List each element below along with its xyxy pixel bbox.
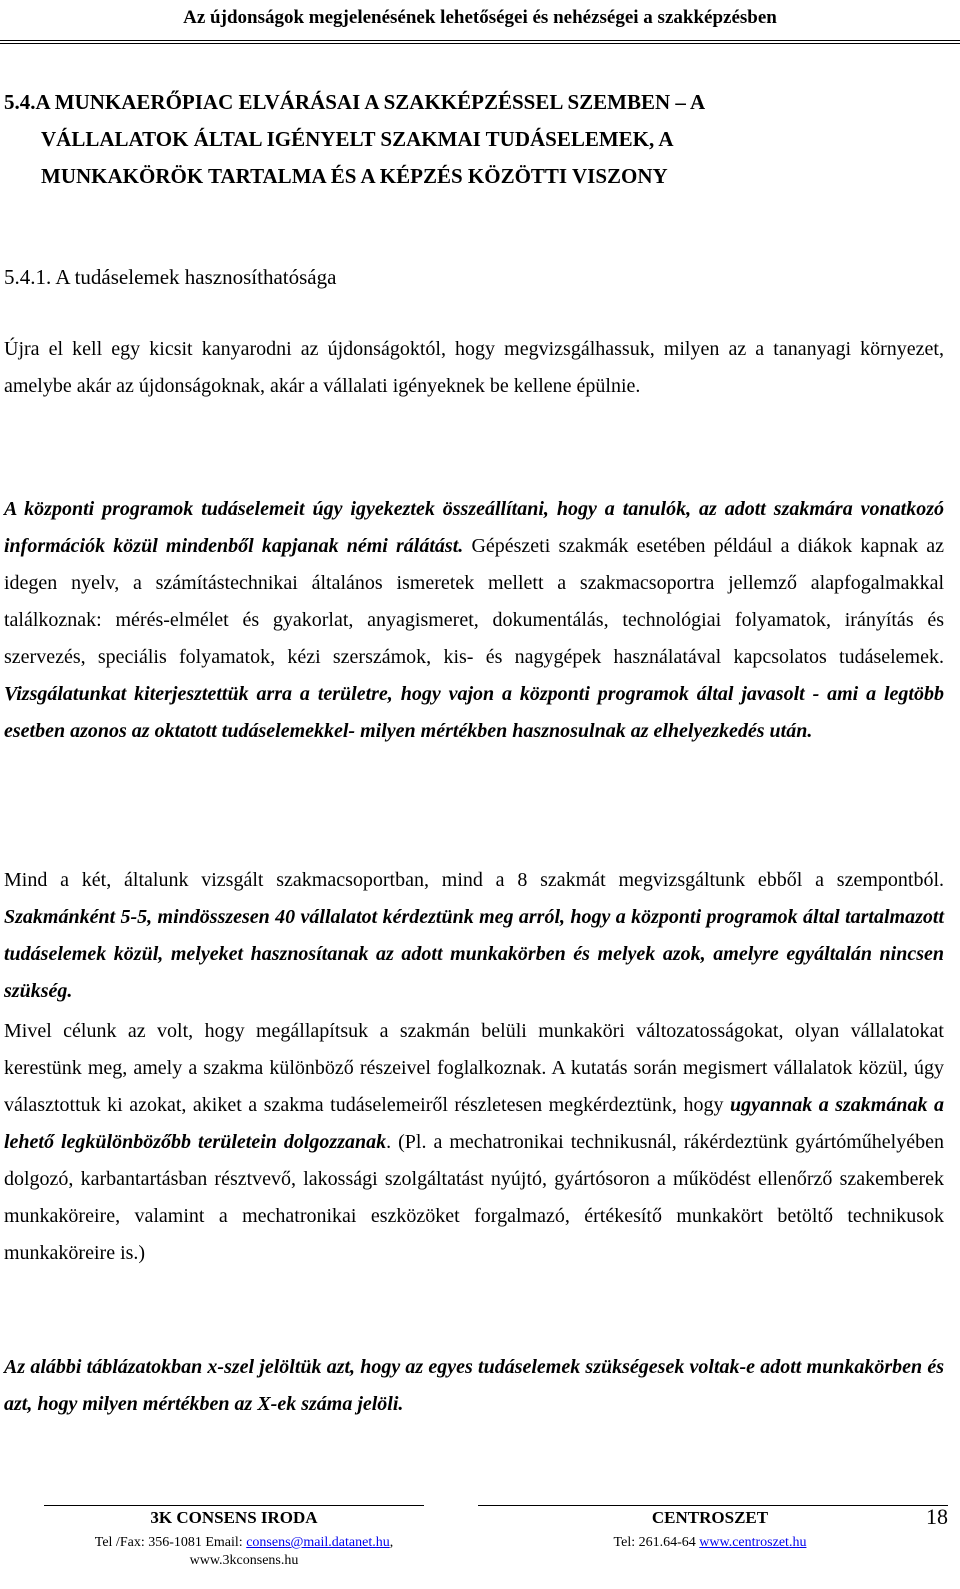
footer-contact-text: , — [389, 1535, 394, 1550]
body-text: Mivel célunk az volt, hogy megállapítsuk a szakmán belüli munkaköri változatosságokat, olyan vállalatokat kerestünk meg, amely a szakma különböző részeivel foglalkoznak. A kutatás során megismert vállalatok közül, úgy választottuk ki azokat, akiket a szakma tudáselemeiről részletesen megkérdeztünk, hogy — [4, 1020, 944, 1116]
paragraph-central-programs — [4, 491, 944, 750]
body-text: . (Pl. a mechatronikai technikusnál, rákérdeztünk gyártóműhelyében dolgozó, karbantartásban résztvevő, lakossági szolgáltatást nyújtó, gyártósoron a működést ellenőrző szakemberek munkaköreire, valamint a mechatronikai eszközöket forgalmazó, értékesítő munkakört betöltő technikusok munkaköreire is.) — [4, 1131, 944, 1264]
paragraph-table-note: Az alábbi táblázatokban x-szel jelöltük azt, hogy az egyes tudáselemek szükségesek voltak-e adott munkakörben és azt, hogy milyen mértékben az X-ek száma jelöli. — [4, 1356, 944, 1415]
footer-contact-text: Tel /Fax: 356-1081 Email: — [94, 1535, 247, 1550]
footer-org-right: CENTROSZET — [651, 1508, 769, 1527]
body-text: Gépészeti szakmák esetében például a diákok kapnak az idegen nyelv, a számítástechnikai általános ismeretek mellett a szakmacsoportra jellemző alapfogalmakkal találkoznak: mérés-elmélet és gyakorlat, anyagismeret, dokumentálás, technológiai folyamatok, irányítás és szervezés, speciális folyamatok, kézi szerszámok, kis- és nagygépek használatával kapcsolatos tudáselemek. — [4, 535, 944, 668]
section-title-line-3: MUNKAKÖRÖK TARTALMA ÉS A KÉPZÉS KÖZÖTTI VISZONY — [41, 164, 668, 188]
emphasis-text: Szakmánként 5-5, mindösszesen 40 vállalatot kérdeztünk meg arról, hogy a központi programok által tartalmazott tudáselemek közül, melyeket hasznosítanak az adott munkakörben és melyek azok, amelyre egyáltalán nincsen szükség. — [4, 906, 944, 1002]
page-number: 18 — [926, 1504, 948, 1529]
website-link-3kconsens[interactable]: www.3kconsens.hu — [189, 1553, 299, 1568]
footer-contact-left — [44, 1534, 444, 1570]
website-link-centroszet[interactable]: www.centroszet.hu — [699, 1535, 807, 1550]
emphasis-text: A központi programok tudáselemeit úgy igyekeztek összeállítani, hogy a tanulók, az adott szakmára vonatkozó információk közül mindenből kapjanak némi rálátást. — [4, 498, 944, 557]
running-header: Az újdonságok megjelenésének lehetőségei és nehézségei a szakképzésben — [183, 7, 777, 28]
paragraph-survey — [4, 862, 944, 1010]
emphasis-text: ugyannak a szakmának a lehető legkülönbözőbb területein dolgozzanak — [4, 1094, 944, 1153]
footer-contact-right — [560, 1534, 860, 1552]
email-link[interactable]: consens@mail.datanet.hu — [246, 1535, 390, 1550]
paragraph-method — [4, 1013, 944, 1272]
section-title-line-1: 5.4.A MUNKAERŐPIAC ELVÁRÁSAI A SZAKKÉPZÉSSEL SZEMBEN – A — [4, 90, 706, 114]
section-title-line-2: VÁLLALATOK ÁLTAL IGÉNYELT SZAKMAI TUDÁSELEMEK, A — [41, 127, 674, 151]
paragraph-intro: Újra el kell egy kicsit kanyarodni az újdonságoktól, hogy megvizsgálhassuk, milyen az a tananyagi környezet, amelybe akár az újdonságoknak, akár a vállalati igényeknek be kellene épülnie. — [4, 338, 944, 397]
section-title — [4, 84, 944, 195]
subsection-title: 5.4.1. A tudáselemek hasznosíthatósága — [4, 265, 337, 289]
footer-contact-text: Tel: 261.64-64 — [613, 1535, 700, 1550]
body-text: Mind a két, általunk vizsgált szakmacsoportban, mind a 8 szakmát megvizsgáltunk ebből a szempontból. — [4, 869, 944, 891]
footer-rule-left — [44, 1505, 424, 1506]
footer-org-left: 3K CONSENS IRODA — [150, 1508, 318, 1527]
header-rule — [0, 40, 960, 44]
emphasis-text: Vizsgálatunkat kiterjesztettük arra a területre, hogy vajon a központi programok által javasolt - ami a legtöbb esetben azonos az oktatott tudáselemekkel- milyen mértékben hasznosulnak az elhelyezkedés után. — [4, 683, 944, 742]
footer-rule-right — [478, 1505, 948, 1506]
